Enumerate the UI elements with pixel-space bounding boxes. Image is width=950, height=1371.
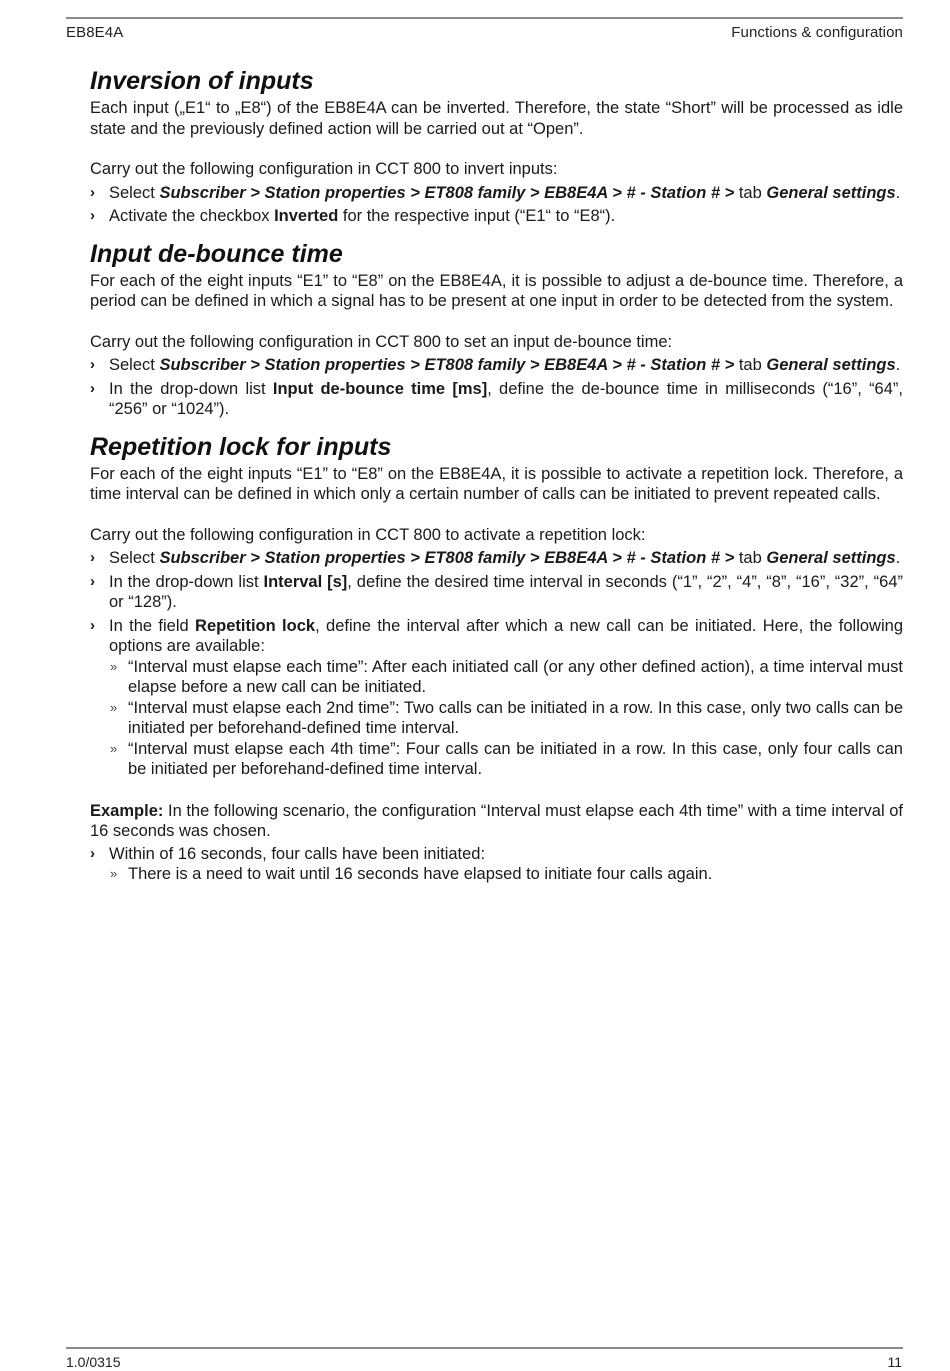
chevron-right-icon: › — [90, 356, 95, 373]
field-name: Repetition lock — [195, 616, 316, 635]
example-paragraph: Example: In the following scenario, the configuration “Interval must elapse each 4th time” with a time interval of 16 seconds was chosen. — [90, 801, 903, 840]
double-chevron-right-icon: » — [110, 866, 118, 881]
field-name: Input de-bounce time [ms] — [272, 379, 488, 398]
step-list — [90, 548, 903, 780]
page-number: 11 — [887, 1354, 902, 1370]
step-item: › Within of 16 seconds, four calls have been initiated: » There is a need to wait until 16 seconds have elapsed to initiate four calls again. — [90, 844, 903, 885]
field-name: Interval [s] — [263, 572, 348, 591]
tab-name: General settings — [766, 549, 896, 567]
step-item: › Select Subscriber > Station properties > ET808 family > EB8E4A > # - Station # > tab General settings. — [90, 183, 901, 202]
section-repetition-lock — [90, 432, 903, 885]
example-label: Example: — [90, 801, 164, 820]
section-title: Input de-bounce time — [90, 239, 343, 268]
step-item: › Select Subscriber > Station properties > ET808 family > EB8E4A > # - Station # > tab General settings. — [90, 549, 901, 567]
footer-version: 1.0/0315 — [66, 1354, 121, 1370]
header-product: EB8E4A — [66, 24, 124, 41]
section-lead: Carry out the following configuration in CCT 800 to invert inputs: — [90, 160, 558, 178]
header-rule — [66, 17, 903, 19]
double-chevron-right-icon: » — [110, 740, 118, 756]
section-title: Inversion of inputs — [90, 67, 314, 95]
section-lead: Carry out the following configuration in CCT 800 to activate a repetition lock: — [90, 525, 646, 544]
chevron-right-icon: › — [90, 183, 95, 201]
option-list — [109, 864, 903, 885]
step-item: › In the drop-down list Input de-bounce time [ms], define the de-bounce time in milliseconds (“16”, “64”, “256” or “1024”). — [90, 379, 903, 418]
option-item: » “Interval must elapse each time”: After each initiated call (or any other defined action), a time interval must elapse before a new call can be initiated. — [110, 657, 903, 696]
double-chevron-right-icon: » — [110, 699, 118, 715]
option-item: » “Interval must elapse each 4th time”: Four calls can be initiated in a row. In this case, only four calls can be initiated per beforehand-defined time interval. — [110, 739, 903, 778]
step-item: › In the drop-down list Interval [s], define the desired time interval in seconds (“1”, “2”, “4”, “8”, “16”, “32”, “64” or “128”). — [90, 572, 903, 611]
option-list — [109, 657, 903, 780]
footer-rule — [66, 1347, 903, 1349]
step-list — [90, 355, 903, 420]
menu-path: Subscriber > Station properties > ET808 family > EB8E4A > # - Station # > — [159, 183, 735, 202]
menu-path: Subscriber > Station properties > ET808 family > EB8E4A > # - Station # > — [159, 356, 735, 374]
option-item: » There is a need to wait until 16 seconds have elapsed to initiate four calls again. — [110, 865, 713, 883]
section-inversion — [90, 66, 903, 227]
option-item: » “Interval must elapse each 2nd time”: Two calls can be initiated in a row. In this case, only two calls can be initiated per beforehand-defined time interval. — [110, 698, 903, 737]
section-intro: For each of the eight inputs “E1” to “E8” on the EB8E4A, it is possible to activate a repetition lock. Therefore, a time interval can be defined in which only a certain number of calls can be initiated to prevent repeated calls. — [90, 464, 903, 503]
section-title: Repetition lock for inputs — [90, 432, 392, 461]
chevron-right-icon: › — [90, 616, 95, 634]
tab-name: General settings — [766, 356, 896, 374]
chevron-right-icon: › — [90, 207, 95, 224]
field-name: Inverted — [274, 207, 339, 225]
section-intro: For each of the eight inputs “E1” to “E8” on the EB8E4A, it is possible to adjust a de-bounce time. Therefore, a period can be defined in which a signal has to be present at one input in order to be detected from the system. — [90, 271, 903, 310]
header-chapter: Functions & configuration — [731, 24, 903, 41]
step-item: › Select Subscriber > Station properties > ET808 family > EB8E4A > # - Station # > tab General settings. — [90, 356, 901, 374]
section-lead: Carry out the following configuration in CCT 800 to set an input de-bounce time: — [90, 332, 673, 351]
chevron-right-icon: › — [90, 379, 95, 397]
chevron-right-icon: › — [90, 572, 95, 590]
tab-name: General settings — [766, 183, 896, 202]
step-list — [90, 183, 903, 227]
section-intro: Each input („E1“ to „E8“) of the EB8E4A can be inverted. Therefore, the state “Short” will be processed as idle state and the previously defined action will be carried out at “Open”. — [90, 99, 903, 138]
section-debounce — [90, 239, 903, 420]
double-chevron-right-icon: » — [110, 658, 118, 674]
step-item: › Activate the checkbox Inverted for the respective input (“E1“ to “E8“). — [90, 207, 616, 225]
page-content — [90, 66, 903, 888]
step-item: › In the field Repetition lock, define the interval after which a new call can be initiated. Here, the following options are available: » “Interval must elapse each time”: After each initiated call (or any other defined action), a time interval must elapse before a new call can be initiated. » “Interval must elapse each 2nd time”: Two calls can be initiated in a row. In this case, only two calls can be initiated per beforehand-defined time interval. » “Interval must elapse each 4th time”: Four calls can be initiated in a row. In this case, only four calls can be initiated per beforehand-defined time interval. — [90, 616, 903, 778]
example-step-list — [90, 844, 903, 885]
chevron-right-icon: › — [90, 549, 95, 566]
chevron-right-icon: › — [90, 844, 95, 862]
menu-path: Subscriber > Station properties > ET808 family > EB8E4A > # - Station # > — [159, 549, 735, 567]
